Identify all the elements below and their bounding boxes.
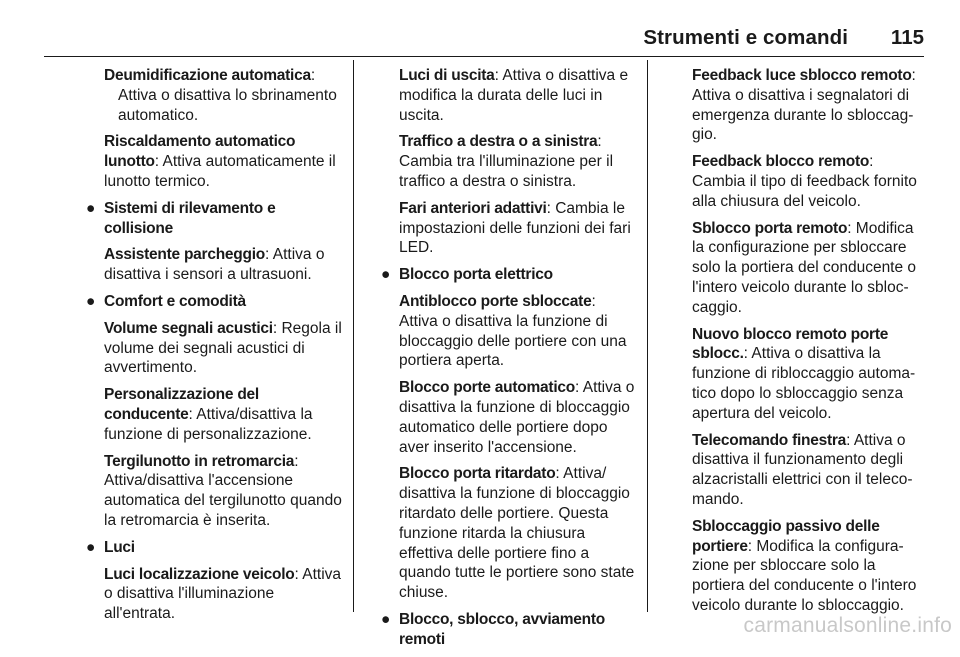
section-remoti [381, 610, 635, 650]
section-luci [86, 538, 346, 558]
entry-text: : Attiva o disattiva e modifica la durata delle luci in uscita. [399, 67, 629, 124]
column-1 [86, 66, 346, 631]
entry-text: : Attiva o disattiva lo sbrinamento automatico. [118, 67, 337, 124]
entry-blocco-ritardato [399, 464, 635, 603]
entry-traffico [399, 132, 635, 191]
watermark: carmanualsonline.info [743, 614, 952, 637]
entry-deumidificazione [104, 66, 346, 125]
page-header [0, 0, 960, 56]
entry-title: Riscaldamento automatico lunotto [104, 133, 296, 171]
entry-title: Blocco porte automatico [399, 379, 575, 397]
entry-assistente-parcheggio [104, 245, 346, 285]
bullet-icon: ● [381, 266, 391, 284]
entry-sbloccaggio-passivo [692, 517, 928, 616]
entry-text: : Attiva automaticamente il lunotto termico. [104, 153, 336, 190]
column-divider-1 [353, 60, 354, 612]
entry-title: Traffico a destra o a sinistra [399, 133, 598, 151]
page-number: 115 [890, 26, 924, 49]
entry-title: Nuovo blocco remoto porte sblocc. [692, 325, 889, 363]
entry-feedback-blocco [692, 152, 928, 211]
entry-text: : Attiva/disattiva la funzione di personalizzazione. [104, 405, 313, 443]
entry-text: : Attiva o disattiva i sensori a ultrasuoni. [104, 246, 325, 284]
section-heading: Comfort e comodità [104, 292, 246, 310]
section-heading: Luci [104, 538, 135, 556]
column-3 [692, 66, 928, 623]
entry-title: Deumidificazione automatica [104, 67, 311, 84]
entry-nuovo-blocco [692, 325, 928, 424]
entry-text: : Attiva o disattiva l'illuminazione all'entrata. [104, 565, 342, 623]
entry-text: : Modifica la configurazione per sbloccare solo la portiera del conducente o l'intero veicolo durante lo sbloccaggio. [692, 219, 917, 316]
column-2 [381, 66, 635, 657]
entry-title: Assistente parcheggio [104, 246, 265, 264]
entry-text: : Regola il volume dei segnali acustici di avvertimento. [104, 319, 342, 377]
entry-title: Antiblocco porte sbloccate [399, 292, 592, 310]
entry-text: : Attiva o disattiva il funzionamento degli alzacristalli elettrici con il telecomando. [692, 431, 913, 508]
section-comfort [86, 292, 346, 312]
entry-luci-uscita [399, 66, 635, 125]
entry-title: Sbloccaggio passivo delle portiere [692, 517, 880, 555]
section-heading: Sistemi di rilevamento e collisione [104, 199, 276, 237]
entry-text: : Cambia tra l'illuminazione per il traffico a destra o sinistra. [399, 133, 614, 190]
entry-title: Luci localizzazione veicolo [104, 565, 295, 583]
entry-feedback-luce [692, 66, 928, 145]
bullet-icon: ● [86, 538, 96, 556]
entry-title: Feedback blocco remoto [692, 153, 870, 171]
entry-tergilunotto [104, 452, 346, 531]
bullet-icon: ● [86, 199, 96, 217]
bullet-icon: ● [381, 610, 391, 628]
bullet-icon: ● [86, 292, 96, 310]
entry-title: Feedback luce sblocco remoto [692, 67, 912, 84]
section-heading: Blocco, sblocco, avviamento remoti [399, 610, 606, 648]
entry-title: Luci di uscita [399, 67, 495, 84]
section-heading: Blocco porta elettrico [399, 266, 553, 284]
entry-title: Volume segnali acustici [104, 319, 273, 337]
entry-text: : Attiva o disattiva la funzione di bloccaggio delle portiere con una portiera aperta. [399, 292, 627, 370]
entry-title: Tergilunotto in retromarcia [104, 452, 295, 470]
entry-text: : Attiva o disattiva i segnalatori di emergenza durante lo sbloccaggio. [692, 67, 916, 144]
entry-title: Fari anteriori adattivi [399, 199, 547, 217]
entry-volume-segnali [104, 319, 346, 378]
entry-text: : Attiva/ disattiva la funzione di bloccaggio ritardato delle portiere. Questa funzione ritarda la chiusura effettiva delle portiere fino a quando tutte le portiere sono state chiuse. [399, 465, 635, 602]
entry-title: Personalizzazione del conducente [104, 386, 259, 423]
entry-title: Sblocco porta remoto [692, 219, 848, 237]
section-title: Strumenti e comandi [643, 26, 848, 49]
entry-title: Telecomando finestra [692, 431, 847, 449]
entry-blocco-automatico [399, 378, 635, 457]
column-divider-2 [647, 60, 648, 612]
entry-riscaldamento-lunotto [104, 132, 346, 191]
entry-telecomando-finestra [692, 431, 928, 510]
section-blocco-porta [381, 265, 635, 285]
entry-luci-localizzazione [104, 565, 346, 624]
entry-fari-adattivi [399, 199, 635, 258]
section-rilevamento [86, 199, 346, 239]
header-divider [44, 56, 924, 57]
entry-sblocco-remoto [692, 219, 928, 318]
entry-text: : Cambia il tipo di feedback fornito alla chiusura del veicolo. [692, 153, 917, 210]
entry-personalizzazione [104, 385, 346, 444]
entry-text: : Attiva o disattiva la funzione di bloccaggio automatico delle portiere dopo aver inserito l'accensione. [399, 379, 635, 456]
entry-text: : Cambia le impostazioni delle funzioni dei fari LED. [399, 199, 631, 257]
entry-title: Blocco porta ritardato [399, 465, 556, 483]
entry-antiblocco [399, 292, 635, 371]
entry-text: : Attiva o disattiva la funzione di ribloccaggio automatico dopo lo sbloccaggio senza apertura del veicolo. [692, 345, 916, 422]
entry-text: : Attiva/disattiva l'accensione automatica del tergilunotto quando la retromarcia è inserita. [104, 452, 342, 529]
entry-text: : Modifica la configurazione per sbloccare solo la portiera del conducente o l'intero veicolo durante lo sbloccaggio. [692, 537, 917, 614]
